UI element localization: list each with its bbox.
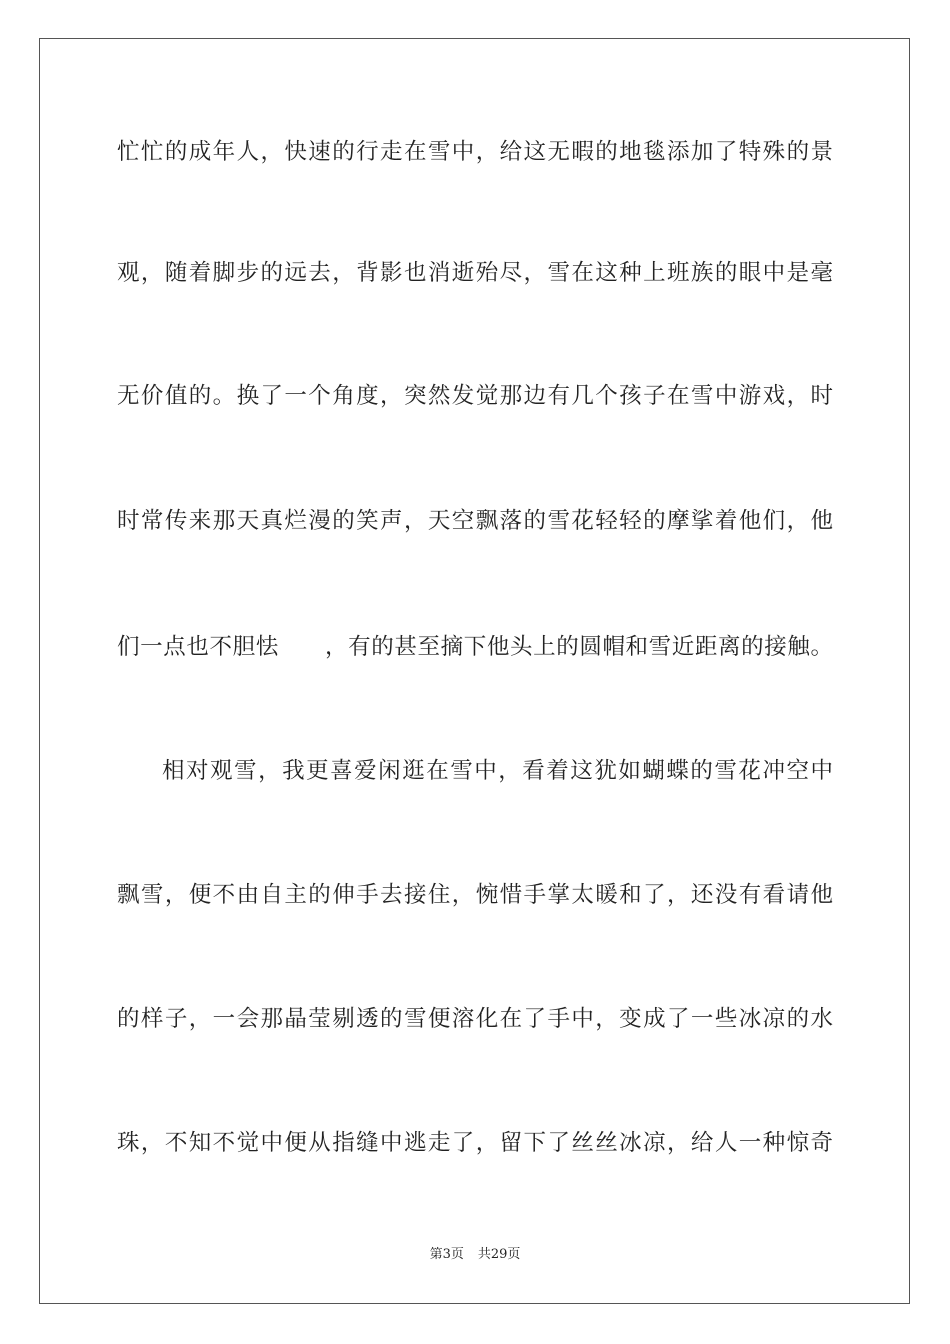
text-line: 的样子，一会那晶莹剔透的雪便溶化在了手中，变成了一些冰凉的水 — [117, 1006, 833, 1032]
text-line: 忙忙的成年人，快速的行走在雪中，给这无暇的地毯添加了特殊的景 — [117, 139, 833, 165]
text-line: 时常传来那天真烂漫的笑声，天空飘落的雪花轻轻的摩挲着他们，他 — [117, 508, 833, 534]
text-line: 无价值的。换了一个角度，突然发觉那边有几个孩子在雪中游戏，时 — [117, 383, 833, 409]
text-line: 观，随着脚步的远去，背影也消逝殆尽，雪在这种上班族的眼中是毫 — [117, 260, 833, 286]
page-border — [39, 38, 910, 1304]
text-line: 飘雪，便不由自主的伸手去接住，惋惜手掌太暖和了，还没有看请他 — [117, 882, 833, 908]
page-footer — [0, 1246, 950, 1264]
text-line: 们一点也不胆怯 ，有的甚至摘下他头上的圆帽和雪近距离的接触。 — [117, 634, 833, 660]
page-number: 第3页 — [429, 1247, 464, 1262]
paragraph-first-line: 相对观雪，我更喜爱闲逛在雪中，看着这犹如蝴蝶的雪花冲空中 — [162, 758, 833, 784]
page-total: 共29页 — [477, 1247, 521, 1262]
text-line: 珠，不知不觉中便从指缝中逃走了，留下了丝丝冰凉，给人一种惊奇 — [117, 1130, 833, 1156]
